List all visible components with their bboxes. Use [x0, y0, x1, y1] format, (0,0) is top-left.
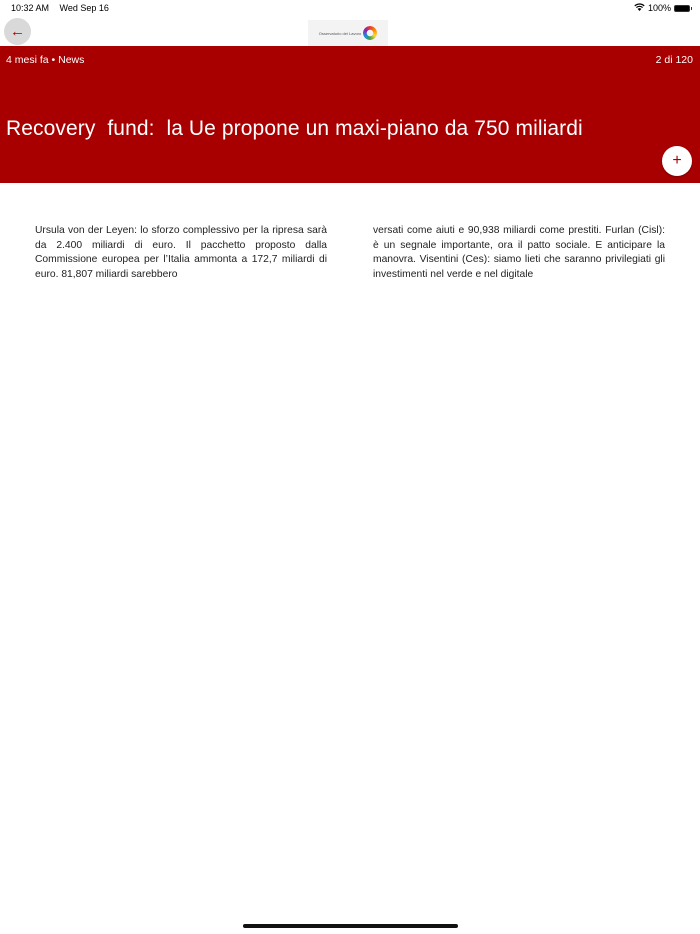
- status-time: 10:32 AM: [11, 3, 50, 13]
- article-header: [0, 46, 700, 183]
- article-title: Recovery fund: la Ue propone un maxi-piano da 750 miliardi: [6, 117, 583, 141]
- battery-full-icon: [674, 5, 690, 12]
- status-bar: [0, 0, 700, 17]
- nav-bar: [0, 17, 700, 46]
- article-column-1: Ursula von der Leyen: lo sforzo complessivo per la ripresa sarà da 2.400 miliardi di euro. Il pacchetto proposto dalla Commissione europea per l’Italia ammonta a 172,7 miliardi di euro. 81,807 miliardi sarebbero: [35, 225, 327, 280]
- article-column-2: versati come aiuti e 90,938 miliardi come prestiti. Furlan (Cisl): è un segnale importante, ora il patto sociale. E anticipare la manovra. Visentini (Ces): siamo lieti che saranno privilegiati gli investimenti nel verde e nel digitale: [373, 225, 665, 280]
- back-button[interactable]: [4, 18, 31, 45]
- article-body: [35, 224, 665, 282]
- status-right: [634, 3, 690, 13]
- wifi-icon: [634, 3, 645, 13]
- logo-wheel-icon: [363, 26, 377, 40]
- pagination-counter: 2 di 120: [655, 54, 693, 66]
- status-date: Wed Sep 16: [59, 3, 109, 13]
- logo: [308, 20, 388, 46]
- home-indicator[interactable]: [243, 924, 458, 928]
- logo-text: Osservatorio del Lavoro: [318, 30, 362, 36]
- article-meta: 4 mesi fa • News: [6, 54, 85, 66]
- status-left: [11, 3, 117, 13]
- arrow-left-icon: ←: [10, 23, 25, 40]
- plus-icon: +: [672, 152, 682, 169]
- add-button[interactable]: [662, 146, 692, 176]
- battery-percent: 100%: [647, 3, 671, 13]
